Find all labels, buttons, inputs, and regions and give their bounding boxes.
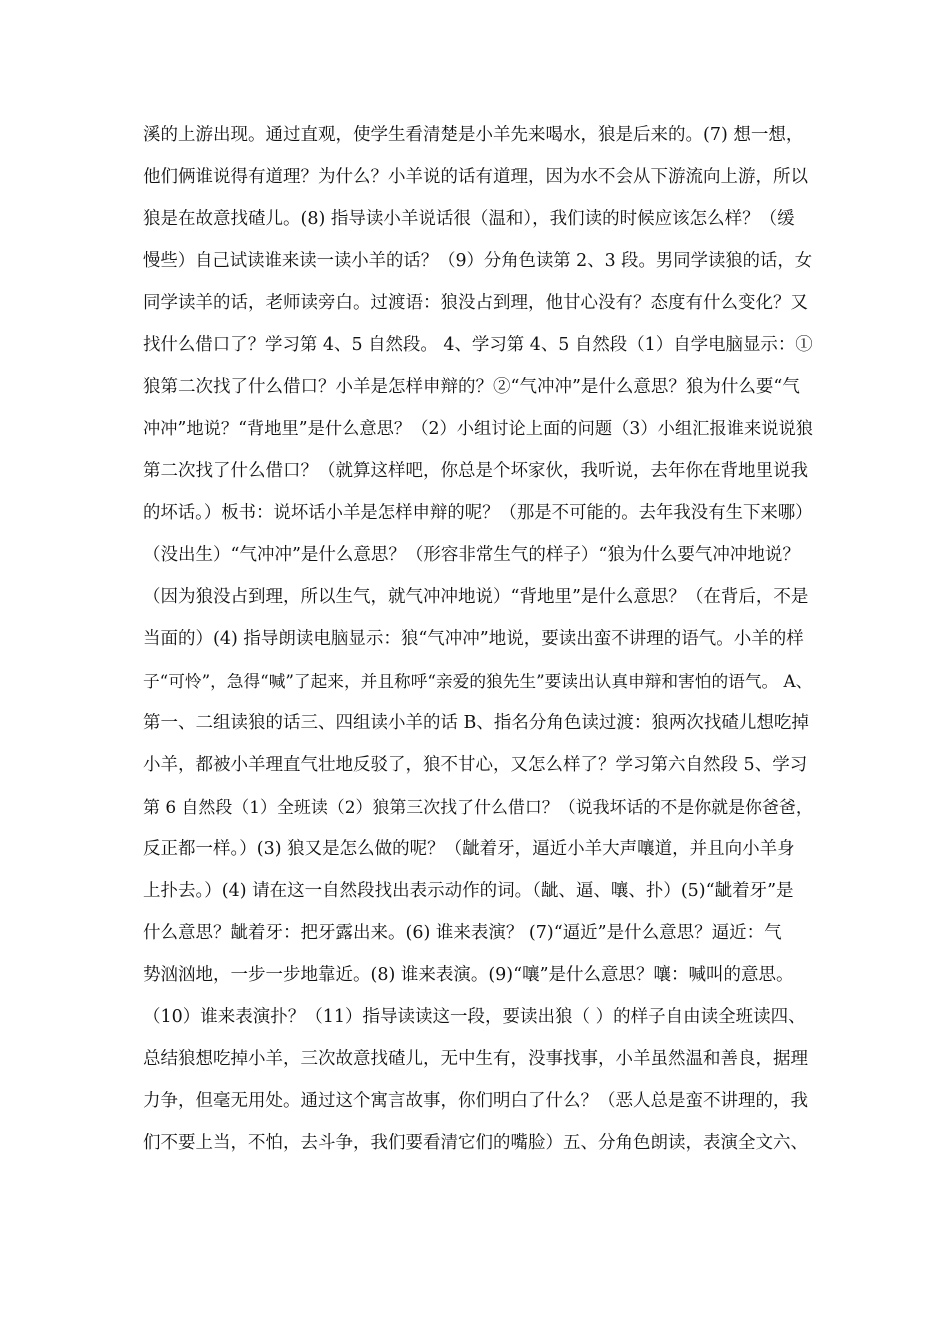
text-line: 的坏话。）板书：说坏话小羊是怎样申辩的呢？（那是不可能的。去年我没有生下来哪） <box>143 503 813 523</box>
text-line: （没出生）“气冲冲”是什么意思？（形容非常生气的样子）“狼为什么要气冲冲地说？ <box>143 545 800 565</box>
text-line: 冲冲”地说？“背地里”是什么意思？（2）小组讨论上面的问题（3）小组汇报谁来说说狼 <box>143 419 813 439</box>
text-line: 势汹汹地，一步一步地靠近。(8) 谁来表演。(9)“嚷”是什么意思？嚷：喊叫的意思。 <box>143 965 794 985</box>
text-line: 们不要上当，不怕，去斗争，我们要看清它们的嘴脸）五、分角色朗读，表演全文六、 <box>143 1133 808 1153</box>
text-line: 同学读羊的话，老师读旁白。过渡语：狼没占到理，他甘心没有？态度有什么变化？又 <box>143 293 808 313</box>
text-line: 第二次找了什么借口？（就算这样吧，你总是个坏家伙，我听说，去年你在背地里说我 <box>143 461 808 481</box>
text-line: 反正都一样。）(3) 狼又是怎么做的呢？（龇着牙，逼近小羊大声嚷道，并且向小羊身 <box>143 839 795 859</box>
text-line: 慢些）自己试读谁来读一读小羊的话？（9）分角色读第 2、3 段。男同学读狼的话，女 <box>143 251 813 271</box>
text-line: 总结狼想吃掉小羊，三次故意找碴儿，无中生有，没事找事，小羊虽然温和善良，据理 <box>143 1049 808 1069</box>
text-line: 狼是在故意找碴儿。(8) 指导读小羊说话很（温和），我们读的时候应该怎么样？（缓 <box>143 209 795 229</box>
text-line: 上扑去。）(4) 请在这一自然段找出表示动作的词。（龇、逼、嚷、扑）(5)“龇着牙”是 <box>143 881 794 901</box>
text-line: （因为狼没占到理，所以生气，就气冲冲地说）“背地里”是什么意思？（在背后，不是 <box>143 587 809 607</box>
text-line: 狼第二次找了什么借口？小羊是怎样申辩的？②“气冲冲”是什么意思？狼为什么要“气 <box>143 377 800 397</box>
text-line: （10）谁来表演扑？（11）指导读读这一段，要读出狼（ ）的样子自由读全班读四、 <box>143 1007 806 1027</box>
text-line: 子“可怜”，急得“喊”了起来，并且称呼“亲爱的狼先生”要读出认真申辩和害怕的语气。 A、 <box>143 671 813 691</box>
text-line: 溪的上游出现。通过直观，使学生看清楚是小羊先来喝水，狼是后来的。(7) 想一想， <box>143 125 804 145</box>
text-line: 第 6 自然段（1）全班读（2）狼第三次找了什么借口？（说我坏话的不是你就是你爸爸， <box>143 797 813 817</box>
text-line: 找什么借口了？学习第 4、5 自然段。 4、学习第 4、5 自然段（1）自学电脑显示：① <box>143 335 813 355</box>
text-line: 第一、二组读狼的话三、四组读小羊的话 B、指名分角色读过渡：狼两次找碴儿想吃掉 <box>143 713 809 733</box>
text-line: 当面的）(4) 指导朗读电脑显示：狼“气冲冲”地说，要读出蛮不讲理的语气。小羊的样 <box>143 629 804 649</box>
text-line: 什么意思？龇着牙：把牙露出来。(6) 谁来表演？ (7)“逼近”是什么意思？逼近：气 <box>143 923 782 943</box>
text-line: 力争，但毫无用处。通过这个寓言故事，你们明白了什么？（恶人总是蛮不讲理的，我 <box>143 1091 808 1111</box>
text-line: 小羊，都被小羊理直气壮地反驳了，狼不甘心，又怎么样了？学习第六自然段 5、学习 <box>143 755 808 775</box>
text-line: 他们俩谁说得有道理？为什么？小羊说的话有道理，因为水不会从下游流向上游，所以 <box>143 167 808 187</box>
